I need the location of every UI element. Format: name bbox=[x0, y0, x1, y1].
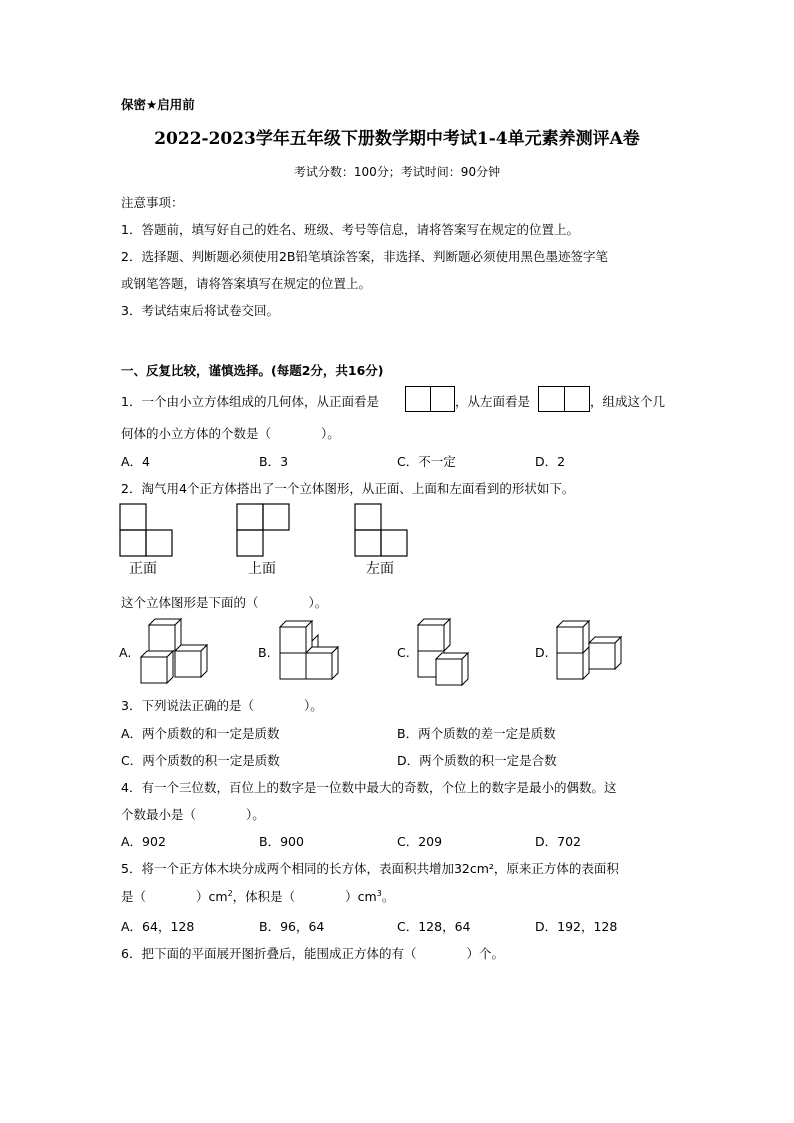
q2-option-d[interactable]: D. bbox=[535, 645, 549, 660]
cube-figure-c[interactable] bbox=[416, 619, 478, 687]
q5-option-a[interactable]: A．64，128 bbox=[121, 919, 195, 934]
q2-text: 2．淘气用4个正方体搭出了一个立体图形，从正面、上面和左面看到的形状如下。 bbox=[121, 481, 575, 496]
q1-option-b[interactable]: B．3 bbox=[259, 454, 289, 469]
left-view-diagram bbox=[354, 503, 409, 557]
note-item: 1．答题前，填写好自己的姓名、班级、考号等信息，请将答案写在规定的位置上。 bbox=[121, 222, 579, 237]
confidential-label: 保密★启用前 bbox=[121, 97, 195, 112]
q6-text: 6．把下面的平面展开图折叠后，能围成正方体的有（ ）个。 bbox=[121, 946, 504, 961]
section-heading: 一、反复比较，谨慎选择。(每题2分，共16分) bbox=[121, 363, 384, 378]
front-view-diagram bbox=[119, 503, 174, 557]
q3-option-a[interactable]: A．两个质数的和一定是质数 bbox=[121, 726, 280, 741]
q5-option-c[interactable]: C．128，64 bbox=[397, 919, 471, 934]
cube-figure-d[interactable] bbox=[555, 621, 625, 683]
q1-option-d[interactable]: D．2 bbox=[535, 454, 566, 469]
q5-text-line1: 5．将一个正方体木块分成两个相同的长方体，表面积共增加32cm²，原来正方体的表面积 bbox=[121, 861, 619, 876]
q4-option-c[interactable]: C．209 bbox=[397, 834, 443, 849]
q1-option-c[interactable]: C．不一定 bbox=[397, 454, 456, 469]
q4-option-b[interactable]: B．900 bbox=[259, 834, 304, 849]
q5-blank-area: 是（ ）cm bbox=[121, 889, 228, 904]
note-item: 2．选择题、判断题必须使用2B铅笔填涂答案，非选择、判断题必须使用黑色墨迹签字笔 bbox=[121, 249, 608, 264]
exam-title: 2022-2023学年五年级下册数学期中考试1-4单元素养测评A卷 bbox=[154, 129, 640, 149]
front-view-figure bbox=[405, 386, 455, 412]
q5-option-d[interactable]: D．192，128 bbox=[535, 919, 618, 934]
q1-text-line2: 何体的小立方体的个数是（ ）。 bbox=[121, 426, 340, 441]
cube-figure-a[interactable] bbox=[139, 619, 209, 684]
q2-option-b[interactable]: B. bbox=[258, 645, 271, 660]
q2-option-c[interactable]: C. bbox=[397, 645, 410, 660]
q5-text-line2 bbox=[121, 887, 394, 905]
caption-left: 左面 bbox=[366, 561, 394, 577]
q1-option-a[interactable]: A．4 bbox=[121, 454, 151, 469]
q1-text-c: ，组成这个几 bbox=[590, 394, 666, 409]
note-item: 3．考试结束后将试卷交回。 bbox=[121, 303, 279, 318]
q5-blank-volume: ，体积是（ ）cm bbox=[232, 889, 377, 904]
q5-line-end: 。 bbox=[381, 889, 395, 904]
q3-text: 3．下列说法正确的是（ ）。 bbox=[121, 698, 323, 713]
q3-option-d[interactable]: D．两个质数的积一定是合数 bbox=[397, 753, 557, 768]
caption-front: 正面 bbox=[129, 561, 157, 577]
left-view-figure bbox=[538, 386, 590, 412]
cube-figure-b[interactable] bbox=[278, 621, 340, 683]
q1-text-b: ，从左面看是 bbox=[455, 394, 531, 409]
q5-area-exponent: 2 bbox=[227, 888, 233, 898]
q5-volume-exponent: 3 bbox=[376, 888, 382, 898]
note-item: 或钢笔答题，请将答案填写在规定的位置上。 bbox=[121, 276, 372, 291]
q3-option-c[interactable]: C．两个质数的积一定是质数 bbox=[121, 753, 280, 768]
caption-top: 上面 bbox=[248, 561, 276, 577]
q5-option-b[interactable]: B．96，64 bbox=[259, 919, 325, 934]
q2-prompt: 这个立体图形是下面的（ ）。 bbox=[121, 595, 328, 610]
notes-heading: 注意事项： bbox=[121, 195, 184, 210]
q3-option-b[interactable]: B．两个质数的差一定是质数 bbox=[397, 726, 556, 741]
q4-option-a[interactable]: A．902 bbox=[121, 834, 166, 849]
q1-text-a: 1．一个由小立方体组成的几何体，从正面看是 bbox=[121, 394, 379, 409]
q4-text-line1: 4．有一个三位数，百位上的数字是一位数中最大的奇数，个位上的数字是最小的偶数。这 bbox=[121, 780, 617, 795]
q4-text-line2: 个数最小是（ ）。 bbox=[121, 807, 265, 822]
q4-option-d[interactable]: D．702 bbox=[535, 834, 581, 849]
top-view-diagram bbox=[236, 503, 291, 557]
exam-info: 考试分数：100分；考试时间：90分钟 bbox=[293, 165, 501, 179]
q2-option-a[interactable]: A. bbox=[119, 645, 132, 660]
